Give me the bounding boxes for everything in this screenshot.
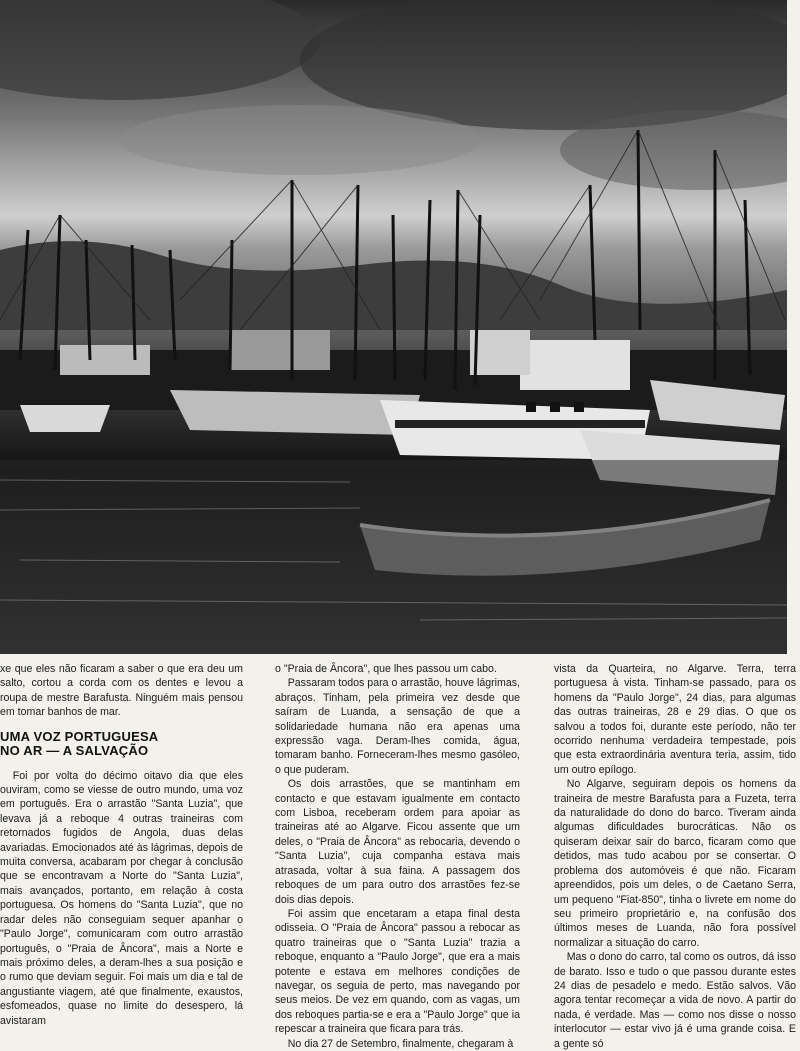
paragraph: No dia 27 de Setembro, finalmente, chegaram à bbox=[287, 1037, 514, 1050]
heading-line: NO AR — A SALVAÇÃO bbox=[0, 743, 149, 759]
text-column-2 bbox=[275, 662, 520, 1051]
paragraph: vista da Quarteira, no Algarve. Terra, terra portuguesa à vista. Tinham-se passado, para os homens da "Paulo Jorge", 24 dias, para algumas das outras traineiras, 28 e 29 dias. O que os salvou a todos foi, durante este período, não ter ocorrido nenhuma verdadeira tempestade, pois que esta extraordinária aventura teria, assim, tido um outro epílogo. bbox=[554, 663, 796, 776]
paragraph: Mas o dono do carro, tal como os outros, dá isso de barato. Isso e tudo o que passou durante estes 24 dias de pesadelo e medo. Estão salvos. Vão agora tentar recomeçar a vida de novo. A partir do nada, é verdade. Mas — como nos disse o nosso interlocutor — estar vivo já é uma grande coisa. E a gente só bbox=[554, 951, 796, 1050]
paragraph: No Algarve, seguiram depois os homens da traineira de mestre Barafusta para a Fuzeta, terra da naturalidade do dono do barco. Tiveram ainda algumas dificuldades burocráticas. Não os quiseram deixar sair do barco, ficaram como que detidos, mas tudo acabou por se consertar. O problema dos automóveis é que não. Ficaram apreendidos, pois um deles, o de Caetano Serra, um pequeno "Fiat-850", tinha o livrete em nome do seu primeiro proprietário e, na confusão dos últimos meses de Luanda, não fora possível normalizar a situação do carro. bbox=[554, 778, 796, 949]
section-heading bbox=[0, 730, 243, 759]
paragraph: Os dois arrastões, que se mantinham em contacto e que estavam igualmente em contacto com Lisboa, receberam ordem para apoiar as traineiras até ao Algarve. Ficou assente que um deles, o "Praia de Âncora" as rebocaria, devendo o "Santa Luzia", cuja companha estava mais atrasada, voltar à sua faina. A passagem dos reboques de um para outro dos arrastões fez-se dois dias depois. bbox=[275, 778, 520, 906]
paragraph: xe que eles não ficaram a saber o que era deu um salto, cortou a corda com os dentes e levou a roupa de mestre Barafusta. Ninguém mais pensou em tomar banhos de mar. bbox=[0, 663, 243, 719]
paragraph: Foi assim que encetaram a etapa final desta odisseia. O "Praia de Âncora" passou a rebocar as quatro traineiras que o "Santa Luzia" trazia a reboque, enquanto a "Paulo Jorge", que era a mais potente e estava em melhores condições de navegar, os seguia de perto, mas navegando por seus meios. De vez em quando, com as vagas, um dos reboques partia-se e era a "Paulo Jorge" que ia repescar a traineira que ficara para trás. bbox=[275, 907, 520, 1036]
text-column-3 bbox=[554, 662, 796, 1051]
text-column-1 bbox=[0, 662, 243, 1028]
paragraph: Foi por volta do décimo oitavo dia que eles ouviram, como se viesse de outro mundo, uma voz em português. Era o arrastão "Santa Luzia", que levava já a reboque 4 outras traineiras com retornados fugidos de Angola, duas delas avariadas. Emocionados até às lágrimas, depois de muita conversa, acabaram por chegar à conclusão que se encontravam a Norte do "Santa Luzia", mais avançados, portanto, em relação à costa portuguesa. Os homens do "Santa Luzia", que no radar deles não conseguiam sequer apanhar o "Paulo Jorge", comunicaram com outro arrastão português, o "Praia de Âncora", mais a Norte e mais próximo deles, a deram-lhes a sua posição e o rumo que deviam seguir. Foi mais um dia e tal de angustiante viagem, até que finalmente, exaustos, esfomeados, quase no limite do desespero, lá avistaram bbox=[0, 769, 243, 1027]
paragraph: o "Praia de Âncora", que lhes passou um cabo. bbox=[275, 663, 497, 675]
heading-line: UMA VOZ PORTUGUESA bbox=[0, 728, 159, 744]
paragraph: Passaram todos para o arrastão, houve lágrimas, abraços. Tinham, pela primeira vez desde que saíram de Luanda, a sensação de que a solidariedade humana não era apenas uma expressão vaga. Deram-lhes comida, água, tomaram banho. Forneceram-lhes mesmo gasóleo, o que puderam. bbox=[275, 677, 520, 776]
